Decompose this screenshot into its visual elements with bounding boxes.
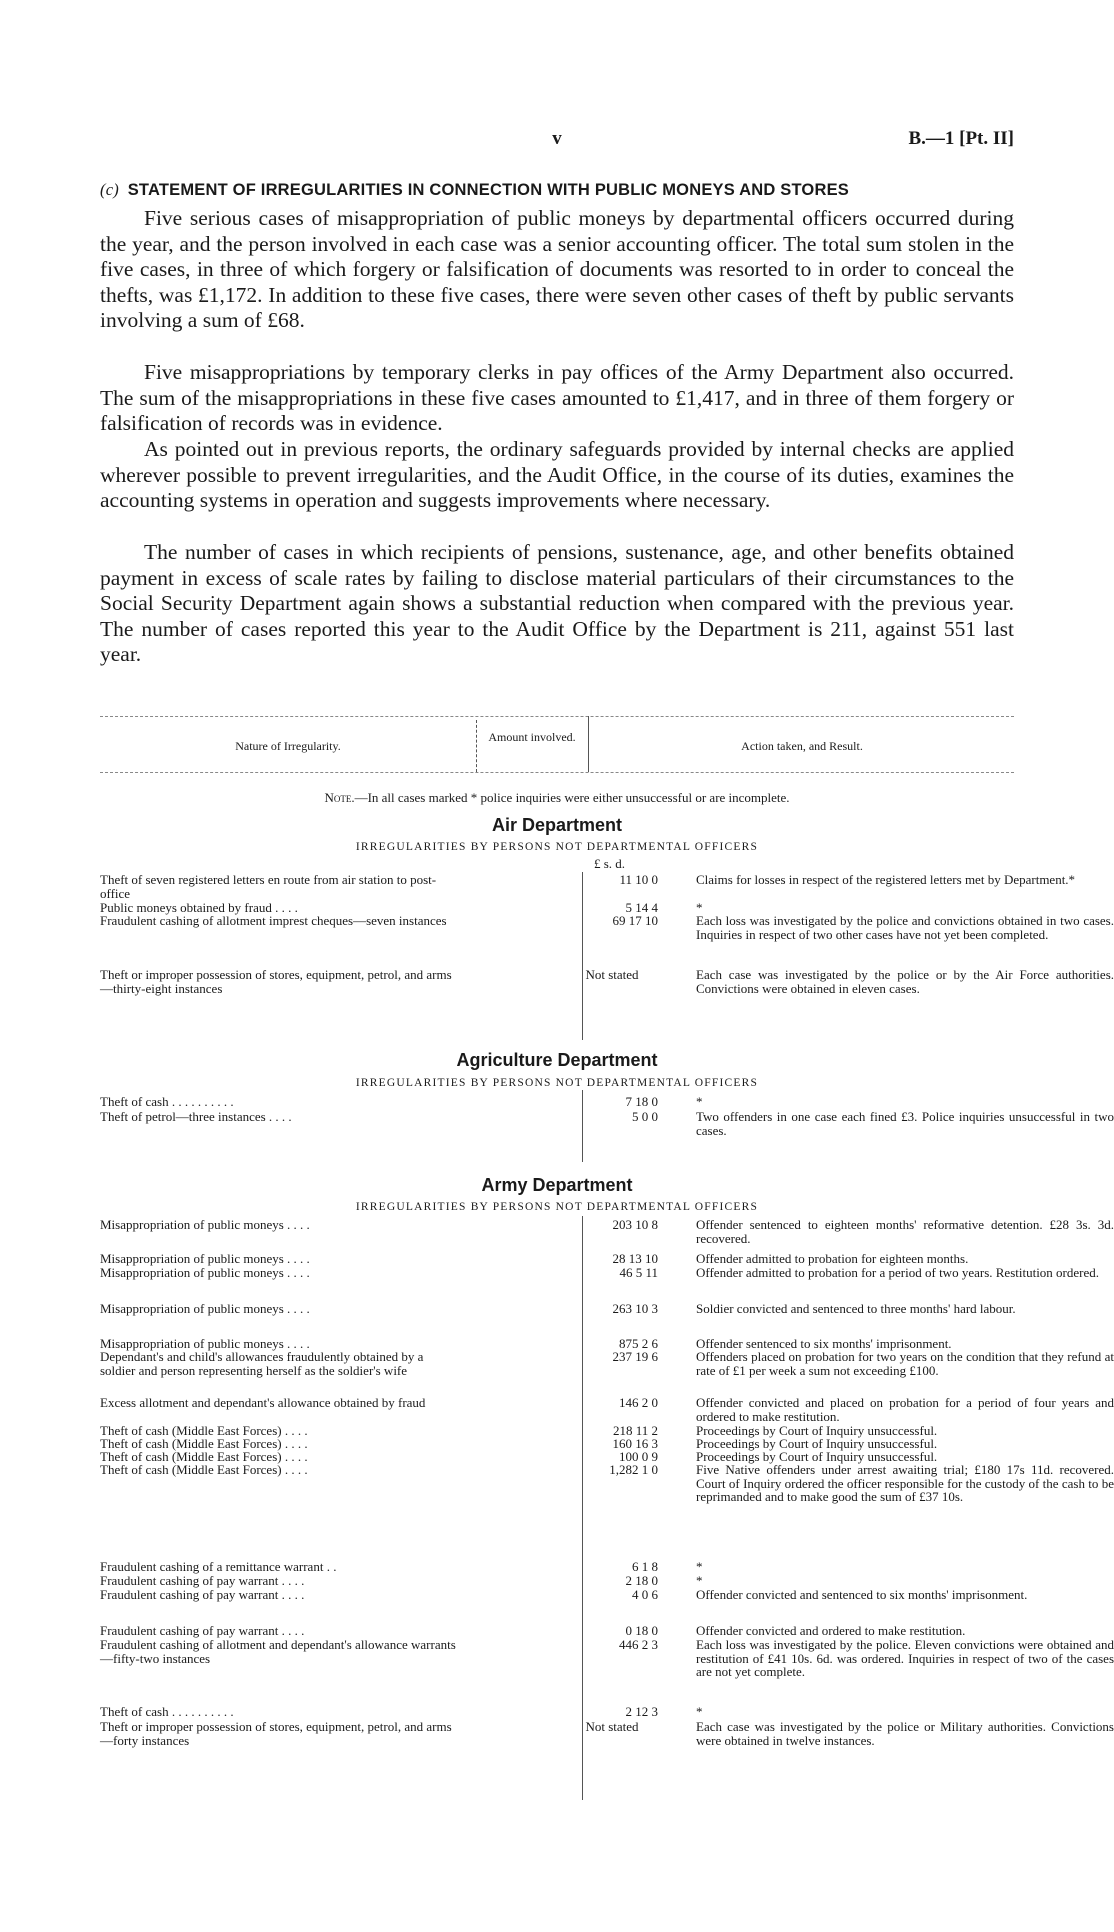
table-note: Note.—In all cases marked * police inquiries were either unsuccessful or are incomplete. — [324, 790, 790, 805]
column-header-action: Action taken, and Result. — [741, 739, 863, 753]
section-label: (c) — [100, 180, 119, 199]
table-top-rule — [100, 716, 1014, 717]
department-heading: Agriculture Department — [456, 1050, 658, 1070]
column-divider — [582, 872, 583, 1040]
document-reference: B.—1 [Pt. II] — [908, 128, 1014, 149]
department-heading: Air Department — [491, 815, 623, 835]
section-title-text: STATEMENT OF IRREGULARITIES IN CONNECTION WITH PUBLIC MONEYS AND STORES — [127, 181, 849, 199]
table-header-rule — [100, 772, 1014, 773]
paragraph: The number of cases in which recipients of pensions, sustenance, age, and other benefits obtained payment in excess of scale rates by failing to disclose material particulars of their circumstances to the Social Security Department again shows a substantial reduction when compared with the previous year. The number of cases reported this year to the Audit Office by the Department is 211, against 551 last year. — [100, 540, 1014, 666]
section-title — [100, 180, 1014, 200]
department-heading: Army Department — [481, 1175, 633, 1195]
currency-header: £ s. d. — [594, 856, 626, 871]
document-page: v B.—1 [Pt. II] (c) STATEMENT OF IRREGULARITIES IN CONNECTION WITH PUBLIC MONEYS AND STORES Five serious cases of misappropriation of public moneys by departmental officers occurred during the year, and the person involved in each case was a senior accounting officer. The total sum stolen in the five cases, in three of which forgery or falsification of documents was resorted to in order to conceal the thefts, was £1,172. In addition to these five cases, there were seven other cases of theft by public servants involving a sum of £68. Five misappropriations by temporary clerks in pay offices of the Army Department also occurred. The sum of the misappropriations in these five cases amounted to £1,417, and in three of them forgery or falsification of records was in evidence. As pointed out in previous reports, the ordinary safeguards provided by internal checks are applied wherever possible to prevent irregularities, and the Audit Office, in the course of its duties, examines the accounting systems in operation and suggests improvements where necessary. The number of cases in which recipients of pensions, sustenance, age, and other benefits obtained payment in excess of scale rates by failing to disclose material particulars of their circumstances to the Social Security Department again shows a substantial reduction when compared with the previous year. The number of cases reported this year to the Audit Office by the Department is 211, against 551 last year. Nature of Irregularity. Amount involved. Action taken, and Result. Note.—In all cases marked * police inquiries were either unsuccessful or are incomplete. Air Department IRREGULARITIES BY PERSONS NOT DEPARTMENTAL OFFICERS £ s. d. Theft of seven registered letters en route from air station to post-office 11 10 0 Claims for losses in respect of the registered letters met by Department.* Public moneys obtained by fraud . . . . 5 14 4 * Fraudulent cashing of allotment imprest cheques—seven instances 69 17 10 Each loss was investigated by the police and convictions obtained in two cases. Inquiries in respect of two other cases have not yet been completed. Theft or improper possession of stores, equipment, petrol, and arms—thirty-eight instances Not stated Each case was investigated by the police or by the Air Force authorities. Convictions were obtained in eleven cases. Agriculture Department IRREGULARITIES BY PERSONS NOT DEPARTMENTAL OFFICERS Theft of cash . . . . . . . . . . 7 18 0 * Theft of petrol—three instances . . . . 5 0 0 Two offenders in one case each fined £3. Police inquiries unsuccessful in two cases. Army Department IRREGULARITIES BY PERSONS NOT DEPARTMENTAL OFFICERS Misappropriation of public moneys . . . . 203 10 8 Offender sentenced to eighteen months' reformative detention. £28 3s. 3d. recovered. Misappropriation of public moneys . . . . 28 13 10 Offender admitted to probation for eighteen months. Misappropriation of public moneys . . . . 46 5 11 Offender admitted to probation for a period of two years. Restitution ordered. Misappropriation of public moneys . . . . 263 10 3 Soldier convicted and sentenced to three months' hard labour. Misappropriation of public moneys . . . . 875 2 6 Offender sentenced to six months' imprisonment. Dependant's and child's allowances fraudulently obtained by a soldier and person representing herself as the soldier's wife 237 19 6 Offenders placed on probation for two years on the condition that they refund at rate of £1 per week a sum not exceeding £100. Excess allotment and dependant's allowance obtained by fraud 146 2 0 Offender convicted and placed on probation for a period of four years and ordered to make restitution. Theft of cash (Middle East Forces) . . . . 218 11 2 Proceedings by Court of Inquiry unsuccessful. Theft of cash (Middle East Forces) . . . . 160 16 3 Proceedings by Court of Inquiry unsuccessful. Theft of cash (Middle East Forces) . . . . 100 0 9 Proceedings by Court of Inquiry unsuccessful. Theft of cash (Middle East Forces) . . . . 1,282 1 0 Five Native offenders under arrest awaiting trial; £180 17s 11d. recovered. Court of Inquiry ordered the officer responsible for the custody of the cash to be reprimanded and to make good the sum of £37 10s. Fraudulent cashing of a remittance warrant . . 6 1 8 * Fraudulent cashing of pay warrant . . . . 2 18 0 * Fraudulent cashing of pay warrant . . . . 4 0 6 Offender convicted and sentenced to six months' imprisonment. Fraudulent cashing of pay warrant . . . . 0 18 0 Offender convicted and ordered to make restitution. Fraudulent cashing of allotment and dependant's allowance warrants—fifty-two instances 446 2 3 Each loss was investigated by the police. Eleven convictions were obtained and restitution of £41 10s. 6d. was ordered. Inquiries in respect of two of the cases are not yet complete. Theft of cash . . . . . . . . . . 2 12 3 * Theft or improper possession of stores, equipment, petrol, and arms—forty instances Not stated Each case was investigated by the police or Military authorities. Convictions were obtained in twelve instances. — [0, 0, 1114, 1932]
department-subheading: IRREGULARITIES BY PERSONS NOT DEPARTMENTAL OFFICERS — [355, 841, 759, 853]
paragraph: As pointed out in previous reports, the ordinary safeguards provided by internal checks are applied wherever possible to prevent irregularities, and the Audit Office, in the course of its duties, examines the accounting systems in operation and suggests improvements where necessary. — [100, 437, 1014, 512]
column-divider — [476, 720, 477, 772]
page-number: v — [552, 128, 562, 149]
department-subheading: IRREGULARITIES BY PERSONS NOT DEPARTMENTAL OFFICERS — [355, 1077, 759, 1089]
paragraph: Five misappropriations by temporary clerks in pay offices of the Army Department also occurred. The sum of the misappropriations in these five cases amounted to £1,417, and in three of them forgery or falsification of records was in evidence. — [100, 360, 1014, 435]
department-subheading: IRREGULARITIES BY PERSONS NOT DEPARTMENTAL OFFICERS — [355, 1201, 759, 1213]
column-header-nature: Nature of Irregularity. — [235, 739, 341, 753]
page-header — [100, 128, 1014, 154]
column-divider — [588, 716, 589, 772]
column-header-amount: Amount involved. — [488, 730, 576, 744]
paragraph: Five serious cases of misappropriation of public moneys by departmental officers occurred during the year, and the person involved in each case was a senior accounting officer. The total sum stolen in the five cases, in three of which forgery or falsification of documents was resorted to in order to conceal the thefts, was £1,172. In addition to these five cases, there were seven other cases of theft by public servants involving a sum of £68. — [100, 206, 1014, 332]
